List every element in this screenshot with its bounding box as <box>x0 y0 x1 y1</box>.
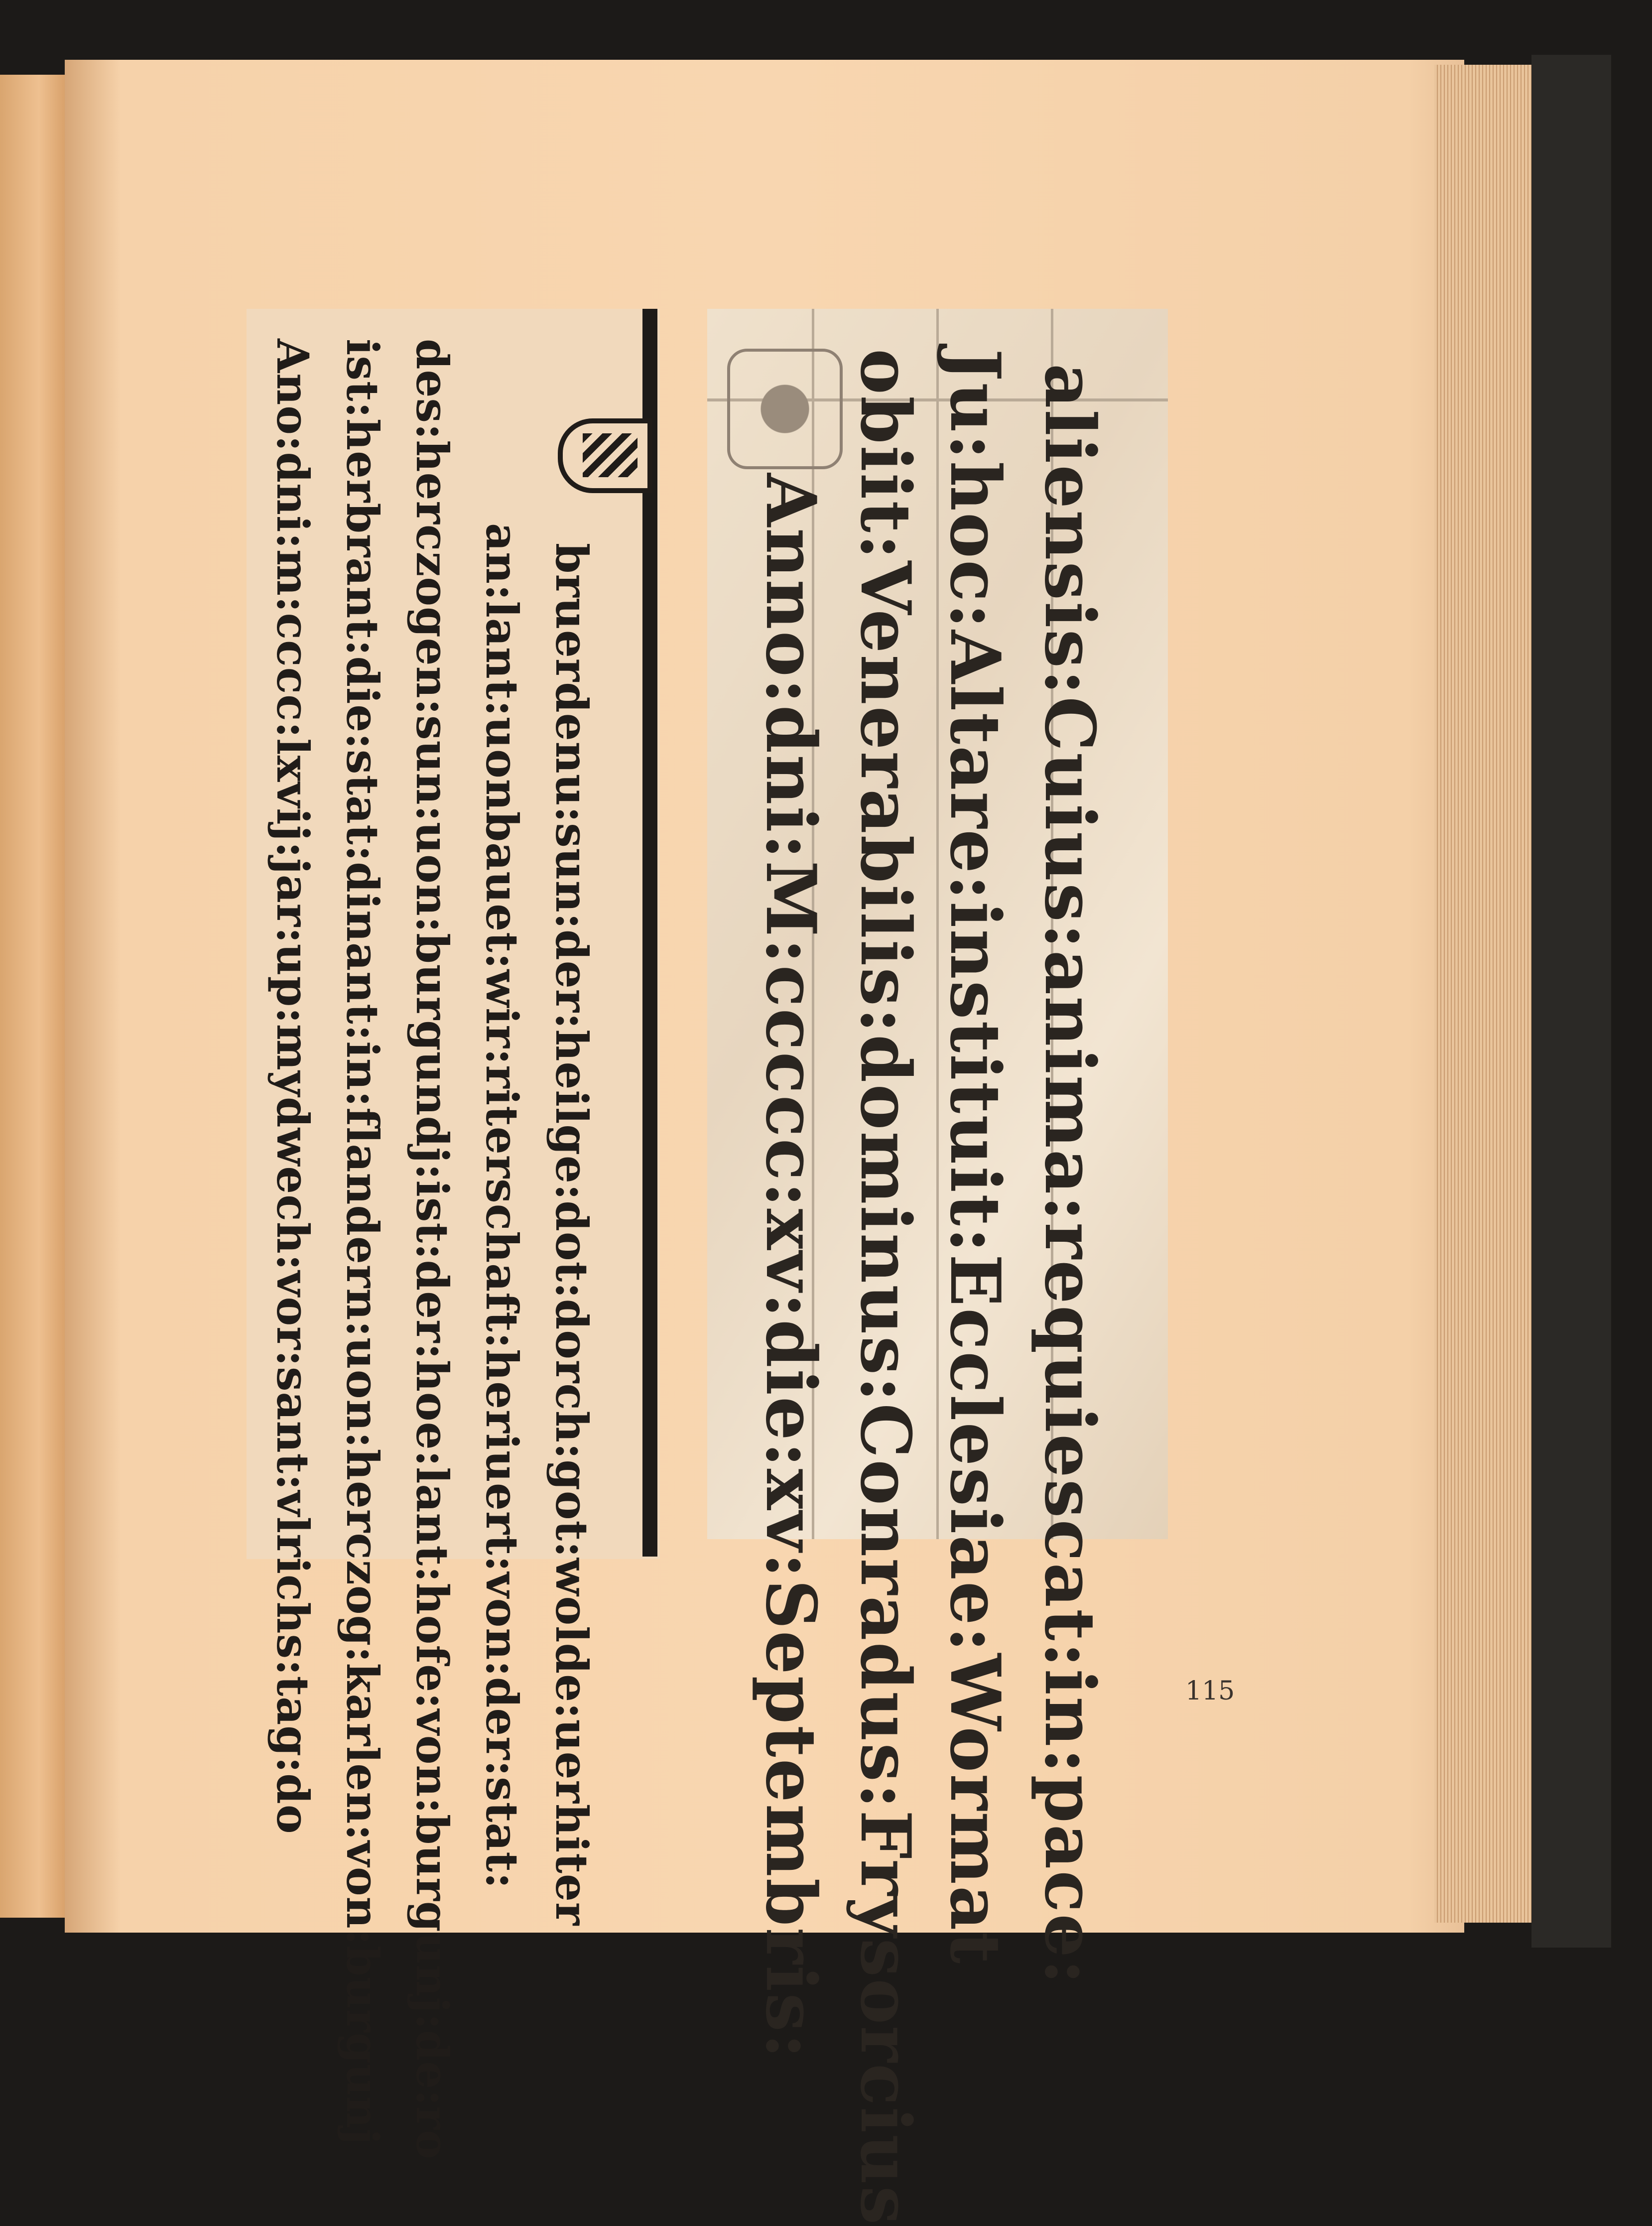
book-cover-edge <box>1531 55 1611 1948</box>
carved-ornament-icon <box>727 349 843 469</box>
page-edges <box>1434 65 1534 1923</box>
inscription-line-2: obiit:Venerabilis:dominus:Conradus:Frysorcius <box>845 349 926 2226</box>
page-number: 115 <box>1185 1676 1235 1706</box>
plate-divider-rule <box>642 309 657 1557</box>
coat-of-arms-icon <box>558 418 652 493</box>
manuscript-line-2: ist:herbrant:die:stat:dinant:in:flandern:uon:herczog:karlen:von:burgunj <box>337 339 388 2145</box>
inscription-line-1: Anno:dni:M:ccccc:xv:die:xv:Septembris: <box>751 473 832 2060</box>
inscription-line-4: aliensis:Cuius:anima:requiescat:in:pace: <box>1029 364 1111 1986</box>
inscription-line-3: Ju:hoc:Altare:instituit:Ecclesiae:Wormat <box>935 349 1016 1965</box>
left-page <box>0 75 71 1918</box>
manuscript-line-3: des:herczogen:sun:uon:burgundj:ist:der:hoe:lant:hofe:von:burgunj:de:ro <box>406 339 458 2160</box>
manuscript-line-5: bruerdenu:sun:der:heilge:dot:dorch:got:wolde:uerhiter <box>546 543 598 1926</box>
manuscript-line-4: an:lant:uonbauet:wir:riterschaft:heriuert:von:der:stat: <box>476 523 528 1889</box>
manuscript-line-1: Ano:dni:m:cccc:lxvij:jar:up:mydwech:vor:sant:vlrichs:tag:do <box>267 339 319 1834</box>
